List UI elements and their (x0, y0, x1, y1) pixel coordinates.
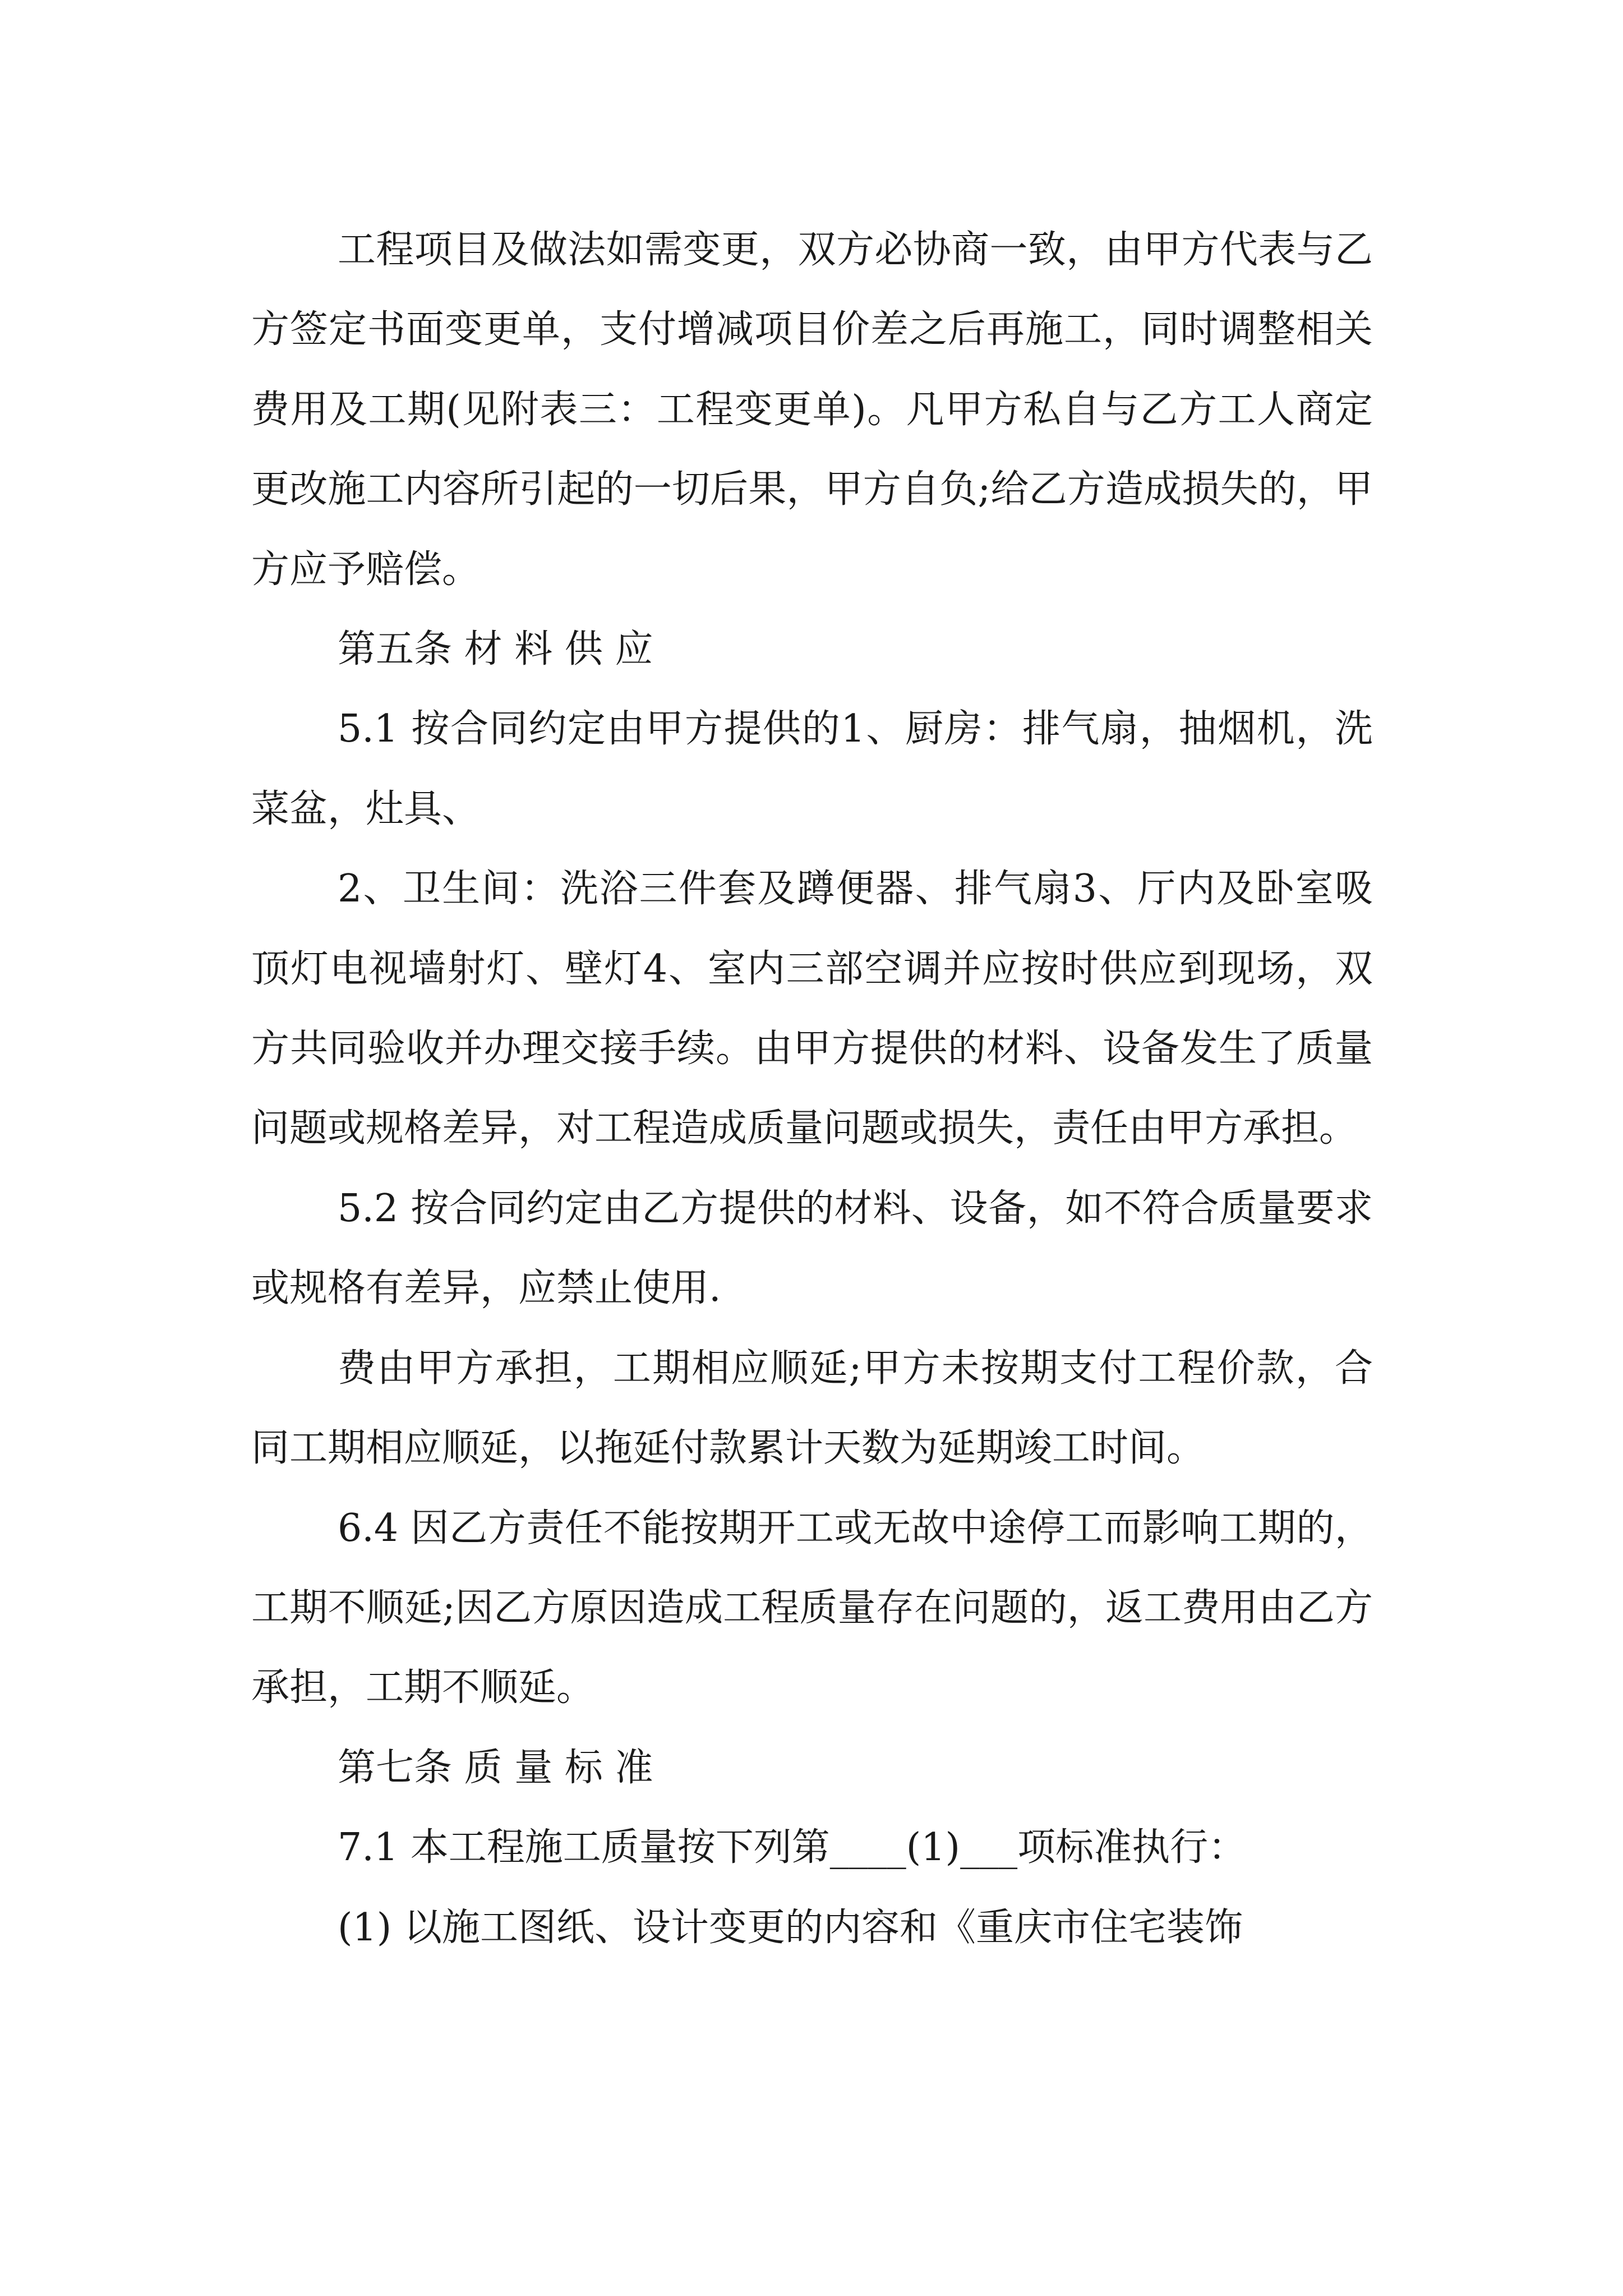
document-body (251, 210, 1373, 1968)
paragraph-change-procedure: 工程项目及做法如需变更，双方必协商一致，由甲方代表与乙方签定书面变更单，支付增减项目价差之后再施工，同时调整相关费用及工期(见附表三：工程变更单)。凡甲方私自与乙方工人商定更改施工内容所引起的一切后果，甲方自负;给乙方造成损失的，甲方应予赔偿。 (251, 228, 1373, 592)
heading-article-7-quality-standard: 第七条 质 量 标 准 (338, 1745, 653, 1790)
paragraph-cost-and-delay: 费由甲方承担，工期相应顺延;甲方未按期支付工程价款，合同工期相应顺延，以拖延付款累计天数为延期竣工时间。 (251, 1346, 1373, 1471)
heading-article-5-material-supply: 第五条 材 料 供 应 (338, 627, 653, 672)
paragraph-bathroom-items: 2、卫生间：洗浴三件套及蹲便器、排气扇3、厅内及卧室吸顶灯电视墙射灯、壁灯4、室内三部空调并应按时供应到现场，双方共同验收并办理交接手续。由甲方提供的材料、设备发生了质量问题或规格差异，对工程造成质量问题或损失，责任由甲方承担。 (251, 867, 1373, 1151)
paragraph-clause-5-1: 5.1 按合同约定由甲方提供的1、厨房：排气扇，抽烟机，洗菜盆，灶具、 (251, 707, 1373, 831)
paragraph-clause-7-1: 7.1 本工程施工质量按下列第____(1)___项标准执行： (338, 1825, 1247, 1870)
paragraph-clause-5-2: 5.2 按合同约定由乙方提供的材料、设备，如不符合质量要求或规格有差异，应禁止使用. (251, 1186, 1373, 1311)
paragraph-standard-item-1: (1) 以施工图纸、设计变更的内容和《重庆市住宅装饰 (338, 1905, 1243, 1950)
paragraph-clause-6-4: 6.4 因乙方责任不能按期开工或无故中途停工而影响工期的，工期不顺延;因乙方原因造成工程质量存在问题的，返工费用由乙方承担，工期不顺延。 (251, 1506, 1373, 1710)
